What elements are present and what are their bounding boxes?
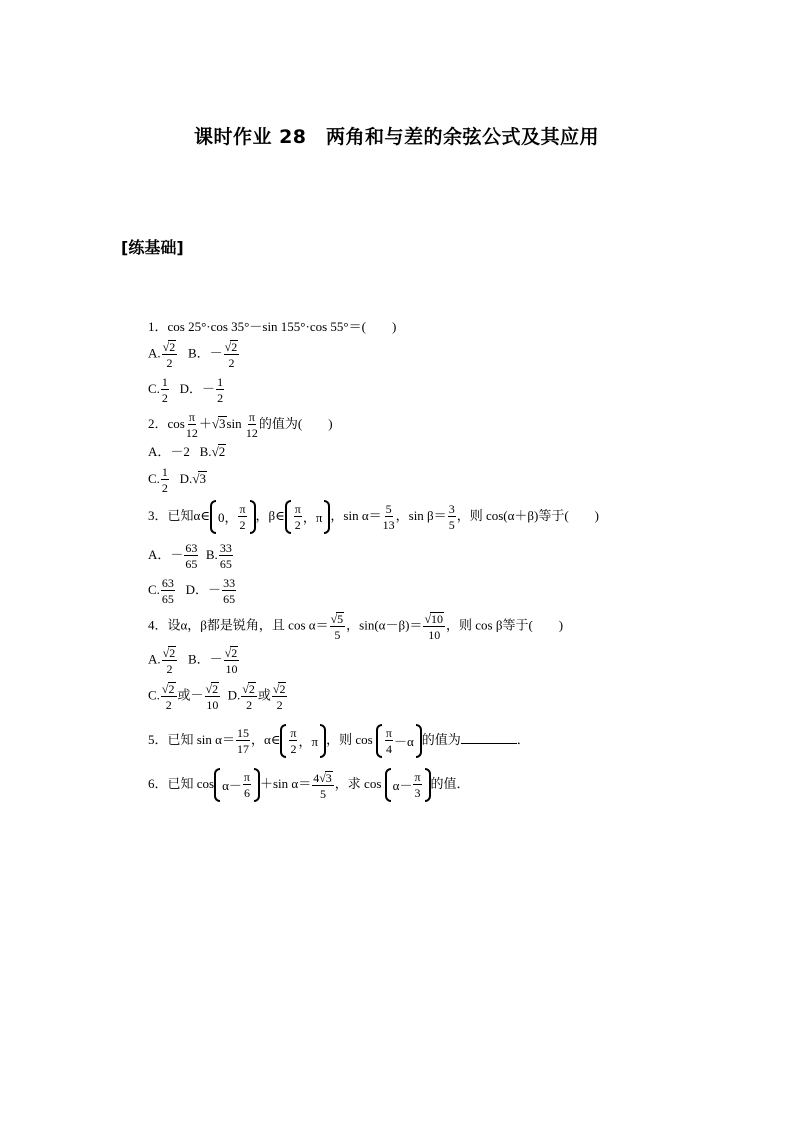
answer-blank[interactable] [461,743,517,744]
question-4-stem: 4．设α，β都是锐角，且 cos α＝ $\frac{√5}{5}$ ，sin(α－β)＝ $\frac{√10}{10}$ ，则 cos β等于( ) [148,612,564,642]
section-heading: [练基础] [121,238,184,257]
question-5-stem: 5．已知 sin α＝ $\frac{15}{17}$ ，α∈ π 2 ，π ，则 cos π 4 －α 的值为 ． [148,726,530,756]
question-4-options-ab: A. $\frac{√2}{2}$ B．－ $\frac{√2}{10}$ [148,646,238,676]
question-1-options-ab [148,340,240,369]
fraction: $\frac{1}{2}$ [161,375,168,405]
fraction: $\frac{√2}{2}$ [224,340,238,370]
option-d-label: D．－ [179,380,216,396]
fraction: $\frac{1}{2}$ [217,375,224,405]
option-c-label: C. [148,380,160,396]
question-4-options-cd: C. $\frac{√2}{2}$ 或－ $\frac{√2}{10}$ D. $\frac{√2}{2}$ 或 $\frac{√2}{2}$ [148,682,286,712]
question-3-options-ab: A．－ $\frac{63}{65}$ B. $\frac{33}{65}$ [148,541,232,571]
question-6-stem: 6．已知 cos α－ π 6 ＋sin α＝ $\frac{4√3}{5}$ ，求 cos α－ π 3 的值． [148,770,470,801]
question-2-options-ab: A．－2 B.√2 [148,444,226,459]
option-b-label: B．－ [187,345,223,361]
question-1-stem: 1．cos 25°·cos 35°－sin 155°·cos 55°＝( ) [148,319,397,334]
question-2-options-cd: C. $\frac{1}{2}$ D.√3 [148,465,206,495]
question-2-stem: 2．cos $\frac{\pi}{12}$ ＋√3sin $\frac{\pi}{12}$ 的值为( ) [148,410,333,440]
page-title: 课时作业 28 两角和与差的余弦公式及其应用 [193,126,600,148]
question-1-options-cd [148,376,225,404]
question-3-options-cd: C. $\frac{63}{65}$ D．－ $\frac{33}{65}$ [148,576,236,606]
option-a-label: A. [148,345,161,361]
fraction: $\frac{√2}{2}$ [162,340,176,370]
question-3-stem: 3．已知α∈ 0， π 2 ，β∈ π 2 ，π ，sin α＝ $\frac{5}{13}$ ，sin β＝ $\frac{3}{5}$ ，则 cos(α＋β)等于( ) [148,502,600,532]
